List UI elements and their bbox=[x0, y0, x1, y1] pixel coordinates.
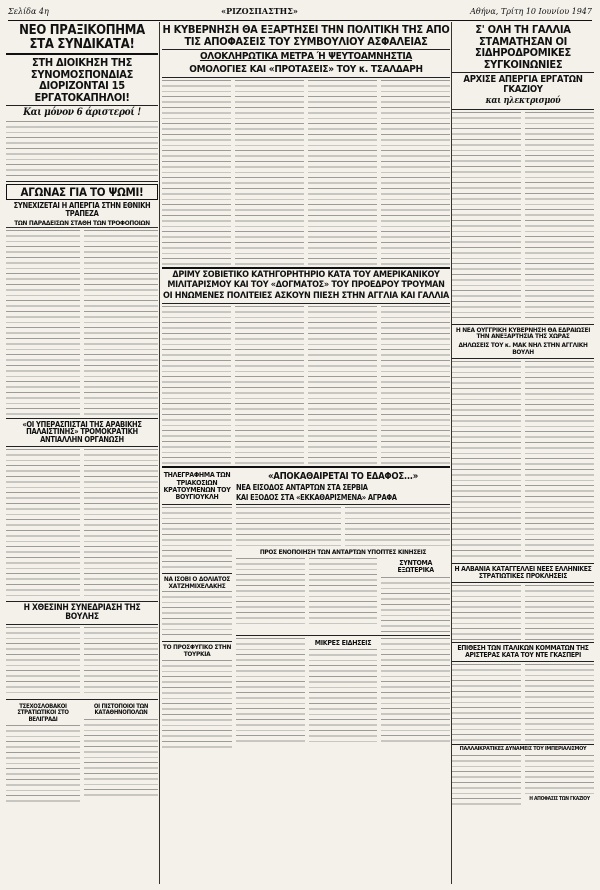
article-body bbox=[162, 507, 232, 571]
article-body bbox=[162, 660, 232, 750]
article-columns bbox=[6, 627, 158, 697]
lower-right-stack bbox=[236, 470, 450, 750]
article-body bbox=[452, 112, 521, 322]
divider bbox=[236, 504, 450, 505]
divider bbox=[6, 446, 158, 447]
article-columns bbox=[162, 306, 450, 464]
subheadline: ΤΩΝ ΠΑΡΑΔΕΙΣΩΝ ΣΤΑΘΗ ΤΩΝ ΤΡΟΦΟΠΟΙΩΝ bbox=[6, 220, 158, 228]
newspaper-title: «ΡΙΖΟΣΠΑΣΤΗΣ» bbox=[221, 6, 298, 16]
lead-headline: Η ΚΥΒΕΡΝΗΣΗ ΘΑ ΕΞΑΡΤΗΣΕΙ ΤΗΝ ΠΟΛΙΤΙΚΗ ΤΗΣ ΑΠΟ ΤΙΣ ΑΠΟΦΑΣΕΙΣ ΤΟΥ ΣΥΜΒΟΥΛΙΟΥ ΑΣΦΑΛΕΙΑΣ bbox=[162, 23, 450, 48]
bottom-article-left bbox=[6, 702, 80, 805]
article-body bbox=[6, 121, 158, 179]
article-body bbox=[309, 649, 378, 744]
divider bbox=[236, 635, 450, 636]
article-body bbox=[84, 719, 158, 799]
article-columns bbox=[6, 702, 158, 805]
divider bbox=[6, 624, 158, 625]
subheadline: Και μόνον 6 άριστεροί ! bbox=[23, 107, 141, 119]
brief-news bbox=[309, 638, 378, 744]
headline: ΟΙ ΗΝΩΜΕΝΕΣ ΠΟΛΙΤΕΙΕΣ ΑΣΚΟΥΝ ΠΙΕΣΗ ΣΤΗΝ ΑΓΓΛΙΑ ΚΑΙ ΓΑΛΛΙΑ bbox=[162, 290, 449, 301]
divider bbox=[162, 504, 232, 505]
divider bbox=[452, 563, 594, 564]
divider bbox=[6, 699, 158, 700]
headline: ΜΙΚΡΕΣ ΕΙΔΗΣΕΙΣ bbox=[314, 638, 372, 647]
divider bbox=[452, 358, 594, 359]
column-rule bbox=[159, 22, 160, 884]
divider bbox=[162, 466, 450, 468]
article-columns bbox=[6, 449, 158, 599]
headline: «ΟΙ ΥΠΕΡΑΣΠΙΣΤΑΙ ΤΗΣ ΑΡΑΒΙΚΗΣ ΠΑΛΑΙΣΤΙΝΗΣ» ΤΡΟΜΟΚΡΑΤΙΚΗ ΑΝΤΙΑΛΛΗΝ ΟΡΓΑΝΩΣΗ bbox=[22, 419, 142, 445]
article-body bbox=[452, 361, 521, 561]
headline: ΝΕΑ ΕΙΣΟΔΟΣ ΑΝΤΑΡΤΩΝ ΣΤΑ ΣΕΡΒΙΑ bbox=[236, 483, 368, 493]
article-body bbox=[381, 577, 450, 633]
page-number: Σελίδα 4η bbox=[8, 6, 49, 16]
divider bbox=[6, 181, 158, 182]
headline: ΠΡΟΣ ΕΝΟΠΟΙΗΣΗ ΤΩΝ ΑΝΤΑΡΤΩΝ ΥΠΟΠΤΕΣ ΚΙΝΗΣΕΙΣ bbox=[259, 548, 427, 557]
headline: ΤΟ ΠΡΟΣΦΥΓΙΚΟ ΣΤΗΝ ΤΟΥΡΚΙΑ bbox=[162, 643, 232, 659]
headline: ΣΥΝΤΟΜΑ ΕΞΩΤΕΡΙΚΑ bbox=[397, 558, 434, 575]
headline: ΔΗΛΩΣΕΙΣ ΤΟΥ κ. ΜΑΚ ΝΗΛ ΣΤΗΝ ΑΓΓΛΙΚΗ ΒΟΥΛΗ bbox=[458, 341, 588, 356]
headline: Η ΧΘΕΣΙΝΗ ΣΥΝΕΔΡΙΑΣΗ ΤΗΣ ΒΟΥΛΗΣ bbox=[23, 603, 141, 623]
article-body bbox=[6, 449, 80, 599]
article-body bbox=[452, 755, 521, 809]
left-column bbox=[6, 22, 158, 884]
divider bbox=[162, 77, 450, 78]
divider bbox=[6, 53, 158, 55]
headline: ΣΥΝΕΧΙΖΕΤΑΙ Η ΑΠΕΡΓΙΑ ΣΤΗΝ ΕΘΝΙΚΗ ΤΡΑΠΕΖΑ bbox=[13, 201, 151, 218]
article-body bbox=[236, 638, 305, 743]
article-body bbox=[381, 80, 450, 265]
article-columns bbox=[452, 585, 594, 640]
article-body bbox=[235, 306, 304, 464]
divider bbox=[452, 109, 594, 110]
headline: ΤΗΛΕΓΡΑΦΗΜΑ ΤΩΝ ΤΡΙΑΚΟΣΙΩΝ ΚΡΑΤΟΥΜΕΝΩΝ ΤΟΥ ΒΟΥΓΙΟΥΚΛΗ bbox=[163, 471, 231, 502]
divider bbox=[162, 641, 232, 642]
divider bbox=[6, 601, 158, 602]
divider bbox=[162, 49, 450, 50]
article-body bbox=[309, 558, 378, 624]
article-body bbox=[236, 507, 341, 547]
issue-date: Αθήνα, Τρίτη 10 Ιουνίου 1947 bbox=[470, 6, 592, 16]
article-body bbox=[308, 80, 377, 265]
article-body bbox=[6, 230, 80, 416]
headline: ΕΠΙΘΕΣΗ ΤΩΝ ΙΤΑΛΙΚΩΝ ΚΟΜΜΑΤΩΝ ΤΗΣ ΑΡΙΣΤΕΡΑΣ ΚΑΤΑ ΤΟΥ ΝΤΕ ΓΚΑΣΠΕΡΙ bbox=[457, 644, 589, 660]
article-body bbox=[308, 306, 377, 464]
article-body bbox=[452, 585, 521, 640]
article-body bbox=[525, 361, 594, 561]
divider bbox=[6, 105, 158, 106]
divider bbox=[162, 267, 450, 269]
article-body bbox=[381, 306, 450, 464]
article-columns bbox=[6, 230, 158, 416]
subheadline: και ηλεκτρισμού bbox=[485, 96, 561, 107]
headline: Η ΝΕΑ ΟΥΓΓΡΙΚΗ ΚΥΒΕΡΝΗΣΗ ΘΑ ΕΔΡΑΙΩΣΕΙ ΤΗΝ ΑΝΕΞΑΡΤΗΣΙΑ ΤΗΣ ΧΩΡΑΣ bbox=[455, 325, 591, 341]
article-columns bbox=[452, 112, 594, 322]
divider bbox=[452, 324, 594, 325]
article-body bbox=[236, 558, 305, 624]
headline: ΣΤΗ ΔΙΟΙΚΗΣΗ ΤΗΣ ΣΥΝΟΜΟΣΠΟΝΔΙΑΣ ΔΙΟΡΙΖΟΝΤΑΙ 15 ΕΡΓΑΤΟΚΑΠΗΛΟΙ! bbox=[30, 56, 134, 104]
article-body bbox=[525, 112, 594, 322]
article-columns bbox=[236, 558, 450, 633]
divider bbox=[452, 582, 594, 583]
headline: ΑΓΩΝΑΣ ΓΙΑ ΤΟ ΨΩΜΙ! bbox=[6, 184, 158, 200]
divider bbox=[452, 744, 594, 745]
article-body bbox=[525, 664, 594, 742]
headline: Η ΑΠΟΦΑΣΙΣ ΤΩΝ ΓΚΑΖΙΟΥ bbox=[529, 796, 590, 803]
article-body bbox=[452, 664, 521, 742]
article-body bbox=[162, 306, 231, 464]
article-body bbox=[345, 507, 450, 547]
divider bbox=[452, 661, 594, 662]
article-columns bbox=[452, 664, 594, 742]
headline: ΟΜΟΛΟΓΙΕΣ ΚΑΙ «ΠΡΟΤΑΣΕΙΣ» ΤΟΥ κ. ΤΣΑΛΔΑΡΗ bbox=[189, 63, 423, 75]
divider bbox=[162, 573, 232, 574]
article-body bbox=[6, 725, 80, 805]
article-columns bbox=[452, 361, 594, 561]
bottom-right-article bbox=[525, 755, 594, 809]
article-columns bbox=[236, 638, 450, 744]
article-columns bbox=[162, 80, 450, 265]
short-news-box bbox=[381, 558, 450, 633]
headline: ΟΛΟΚΛΗΡΩΤΙΚΑ ΜΕΤΡΑ Ή ΨΕΥΤΟΑΜΝΗΣΤΙΑ bbox=[199, 51, 413, 63]
divider bbox=[162, 303, 450, 304]
center-column bbox=[162, 22, 450, 884]
article-body bbox=[525, 585, 594, 640]
masthead bbox=[8, 4, 592, 21]
article-columns bbox=[236, 507, 450, 547]
divider bbox=[6, 418, 158, 419]
article-body bbox=[235, 80, 304, 265]
article-body bbox=[84, 449, 158, 599]
lower-section bbox=[162, 470, 450, 750]
headline: ΔΡΙΜΥ ΣΟΒΙΕΤΙΚΟ ΚΑΤΗΓΟΡΗΤΗΡΙΟ ΚΑΤΑ ΤΟΥ ΑΜΕΡΙΚΑΝΙΚΟΥ ΜΙΛΙΤΑΡΙΣΜΟΥ ΚΑΙ ΤΟΥ «ΔΟΓΜΑΤΟΣ» ΤΟΥ ΠΡΟΕΔΡΟΥ ΤΡΟΥΜΑΝ bbox=[167, 270, 445, 290]
article-body bbox=[381, 638, 450, 743]
headline: «ΑΠΟΚΑΘΑΙΡΕΤΑΙ ΤΟ ΕΔΑΦΟΣ...» bbox=[268, 471, 418, 483]
bottom-article-right bbox=[84, 702, 158, 805]
article-columns bbox=[452, 755, 594, 809]
divider bbox=[452, 642, 594, 643]
lower-left-stack bbox=[162, 470, 232, 750]
article-body bbox=[162, 80, 231, 265]
lead-headline: Σ' ΟΛΗ ΤΗ ΓΑΛΛΙΑ ΣΤΑΜΑΤΗΣΑΝ ΟΙ ΣΙΔΗΡΟΔΡΟΜΙΚΕΣ ΣΥΓΚΟΙΝΩΝΙΕΣ bbox=[475, 23, 571, 71]
article-body bbox=[525, 755, 594, 795]
article-body bbox=[6, 627, 80, 697]
divider bbox=[452, 72, 594, 73]
article-body bbox=[84, 627, 158, 697]
headline: ΤΣΕΧΟΣΛΟΒΑΚΟΙ ΣΤΡΑΤΙΩΤΙΚΟΙ ΣΤΟ ΒΕΛΙΓΡΑΔΙ bbox=[17, 703, 69, 723]
headline: ΚΑΙ ΕΞΟΔΟΣ ΣΤΑ «ΕΚΚΑΘΑΡΙΣΜΕΝΑ» ΑΓΡΑΦΑ bbox=[236, 493, 397, 503]
headline: ΝΑ ΙΣΟΒΙ Ο ΔΟΛΙΑΤΟΣ ΧΑΤΖΗΜΙΧΕΛΑΚΗΣ bbox=[163, 574, 231, 590]
headline: ΠΑΛΛΑΙΚΡΑΤΙΚΕΣ ΔΥΝΑΜΕΙΣ ΤΟΥ ΙΜΠΕΡΙΑΛΙΣΜΟΥ bbox=[459, 746, 587, 753]
headline: ΑΡΧΙΣΕ ΑΠΕΡΓΙΑ ΕΡΓΑΤΩΝ ΓΚΑΖΙΟΥ bbox=[463, 74, 583, 96]
headline: ΟΙ ΠΙΣΤΟΠΟΙΟΙ ΤΩΝ ΚΑΤΑΘΗΝΟΠΟΛΩΝ bbox=[93, 703, 149, 717]
right-column bbox=[452, 22, 594, 884]
headline: ΝΕΟ ΠΡΑΞΙΚΟΠΗΜΑ ΣΤΑ ΣΥΝΔΙΚΑΤΑ! bbox=[19, 23, 145, 52]
headline: Η ΑΛΒΑΝΙΑ ΚΑΤΑΓΓΕΛΛΕΙ ΝΕΕΣ ΕΛΛΗΝΙΚΕΣ ΣΤΡΑΤΙΩΤΙΚΕΣ ΠΡΟΚΛΗΣΕΙΣ bbox=[454, 564, 592, 580]
article-body bbox=[162, 591, 232, 639]
article-body bbox=[84, 230, 158, 416]
